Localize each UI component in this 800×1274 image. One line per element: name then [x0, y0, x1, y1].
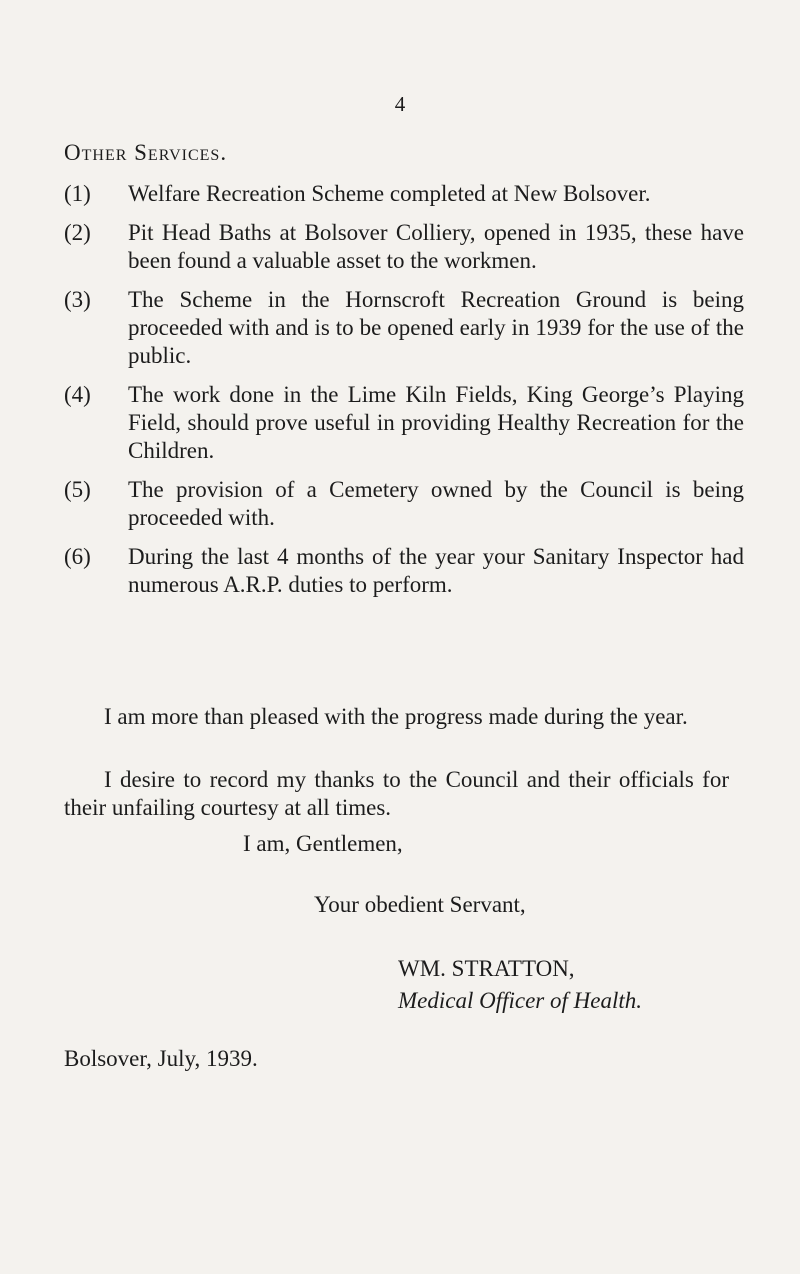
closing-greeting: I am, Gentlemen,: [243, 831, 403, 856]
section-heading: Other Services.: [64, 140, 228, 165]
item-number: (5): [64, 477, 91, 502]
list-item: [64, 476, 744, 532]
page-number: 4: [394, 92, 406, 116]
item-text: Pit Head Baths at Bolsover Colliery, opened in 1935, these have been found a valuable asset to the workmen.: [128, 220, 744, 273]
item-text: The Scheme in the Hornscroft Recreation Ground is being proceeded with and is to be opened early in 1939 for the use of the public.: [128, 287, 744, 368]
list-item: [64, 219, 744, 275]
item-text: The provision of a Cemetery owned by the Council is being proceeded with.: [128, 477, 744, 530]
closing-valediction: Your obedient Servant,: [314, 892, 526, 917]
list-item: [64, 286, 744, 370]
signatory-name: WM. STRATTON,: [398, 956, 575, 981]
list-item: [64, 381, 744, 465]
progress-paragraph: I am more than pleased with the progress made during the year.: [104, 704, 688, 729]
list-item: [64, 180, 744, 208]
item-number: (4): [64, 382, 91, 407]
thanks-paragraph: I desire to record my thanks to the Council and their officials for their unfailing courtesy at all times.: [64, 767, 729, 820]
item-text: During the last 4 months of the year your Sanitary Inspector had numerous A.R.P. duties to perform.: [128, 544, 744, 597]
services-list: [64, 180, 744, 610]
item-number: (1): [64, 181, 91, 206]
item-number: (6): [64, 544, 91, 569]
item-number: (3): [64, 287, 91, 312]
item-number: (2): [64, 220, 91, 245]
item-text: Welfare Recreation Scheme completed at New Bolsover.: [128, 181, 651, 206]
item-text: The work done in the Lime Kiln Fields, King George’s Playing Field, should prove useful in providing Healthy Recreation for the Children.: [128, 382, 744, 463]
place-date: Bolsover, July, 1939.: [64, 1046, 258, 1071]
list-item: [64, 543, 744, 599]
signatory-title: Medical Officer of Health.: [398, 988, 642, 1013]
